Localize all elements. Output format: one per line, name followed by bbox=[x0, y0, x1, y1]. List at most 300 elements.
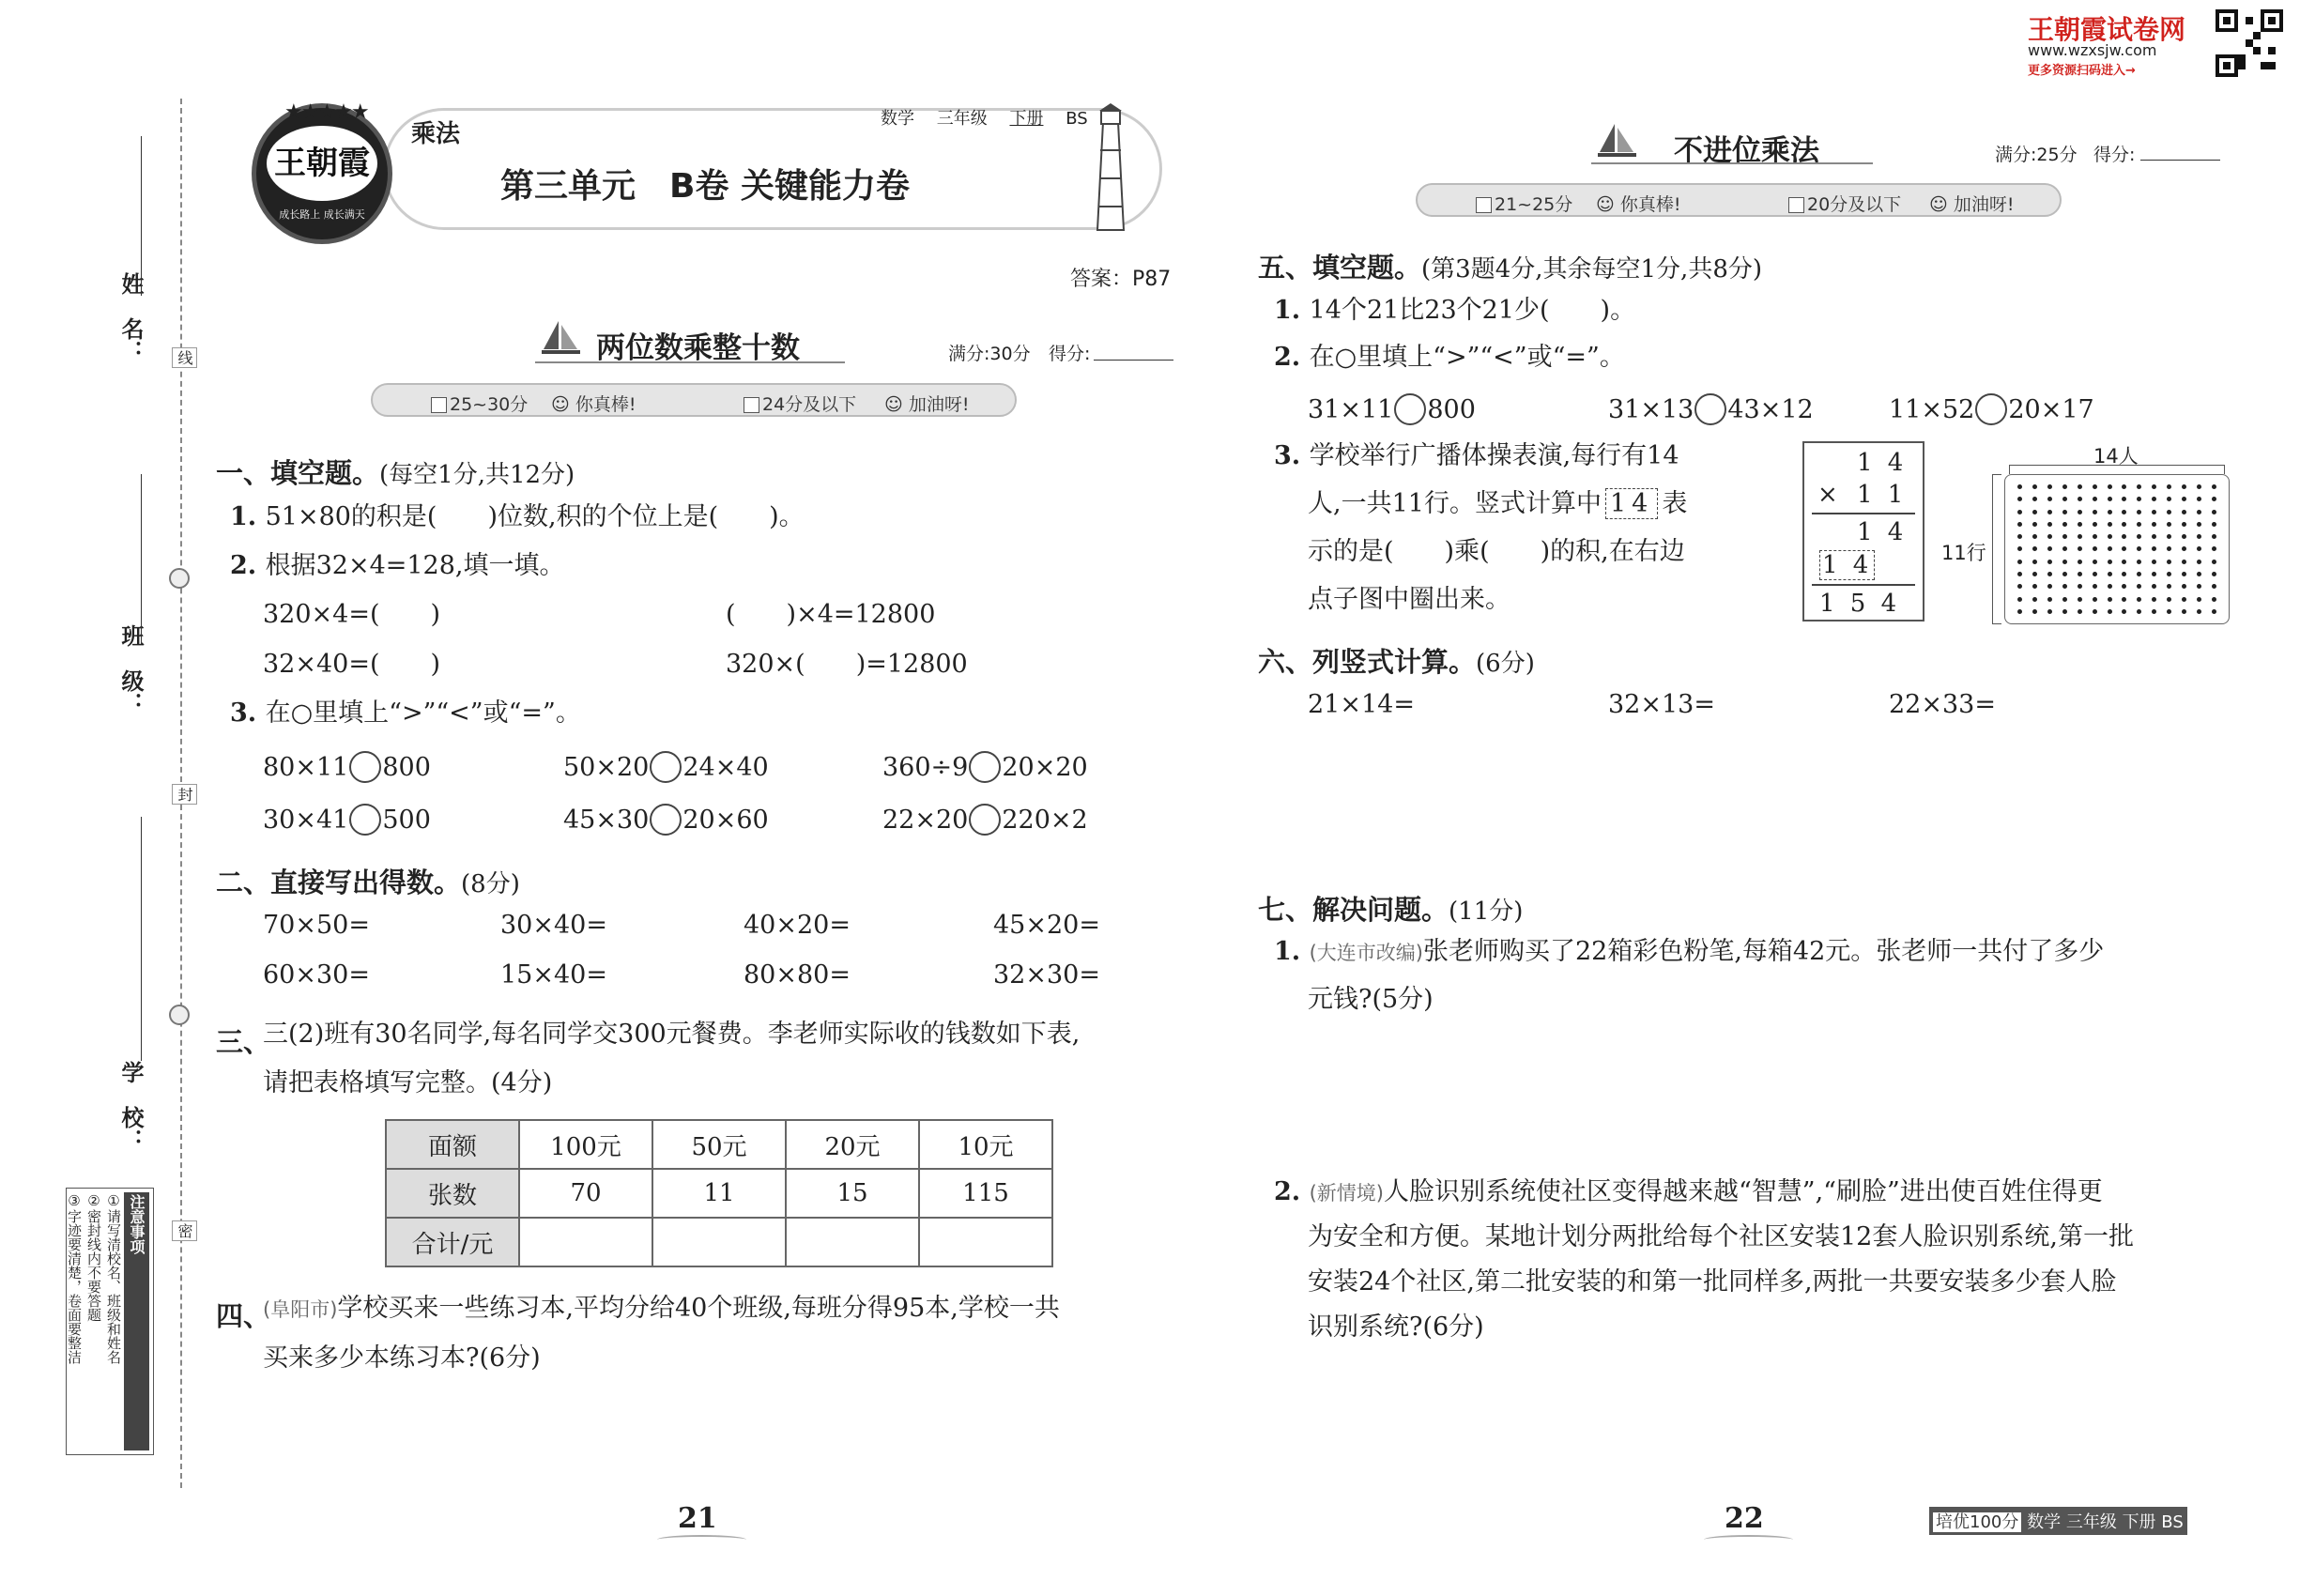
question-7-2: 2. (新情境)人脸识别系统使社区变得越来越“智慧”,“刷脸”进出使百姓住得更 bbox=[1274, 1177, 2103, 1206]
dot[interactable] bbox=[2212, 560, 2216, 564]
dot[interactable] bbox=[2047, 484, 2052, 489]
smiley-icon: ☺ bbox=[884, 394, 903, 415]
notice-title: 注意事项 bbox=[124, 1192, 149, 1450]
dot[interactable] bbox=[2032, 584, 2037, 589]
dot[interactable] bbox=[2182, 572, 2186, 576]
dot[interactable] bbox=[2078, 609, 2082, 614]
full-score: 满分:25分 bbox=[1995, 145, 2078, 165]
dot[interactable] bbox=[2078, 534, 2082, 539]
seal-dot-icon bbox=[169, 568, 190, 589]
question-5-1: 1. 14个21比23个21少( )。 bbox=[1274, 296, 1636, 325]
dot[interactable] bbox=[2017, 510, 2022, 514]
dot[interactable] bbox=[2093, 510, 2097, 514]
tag-grade: 三年级 bbox=[936, 109, 988, 129]
dot[interactable] bbox=[2197, 597, 2201, 602]
compare-circle[interactable] bbox=[969, 751, 1001, 783]
section-3-text: 请把表格填写完整。(4分) bbox=[263, 1068, 553, 1097]
logo-brand: 王朝霞 bbox=[267, 126, 377, 201]
compare-item[interactable]: 31×13 43×12 bbox=[1608, 395, 1814, 424]
dot[interactable] bbox=[2047, 560, 2052, 564]
subtitle-underline bbox=[1591, 162, 1873, 164]
page-number-22: 22 bbox=[1725, 1502, 1764, 1535]
site-name: 王朝霞试卷网 bbox=[2028, 14, 2186, 45]
dot[interactable] bbox=[2152, 597, 2156, 602]
smiley-icon: ☺ bbox=[551, 394, 570, 415]
binding-margin bbox=[0, 0, 193, 1596]
dot[interactable] bbox=[2137, 560, 2141, 564]
question-5-3-line: 人,一共11行。竖式计算中 14 表 bbox=[1308, 489, 1688, 518]
compare-circle[interactable] bbox=[650, 804, 682, 836]
dot[interactable] bbox=[2212, 609, 2216, 614]
dot[interactable] bbox=[2078, 572, 2082, 576]
calc-item[interactable]: 32×13= bbox=[1608, 690, 1715, 719]
answer-cell[interactable] bbox=[786, 1218, 919, 1266]
dot[interactable] bbox=[2167, 584, 2171, 589]
dot[interactable] bbox=[2197, 534, 2201, 539]
question-7-1-line: 元钱?(5分) bbox=[1308, 985, 1434, 1014]
question-5-3-line: 点子图中圈出来。 bbox=[1308, 585, 1510, 614]
dot[interactable] bbox=[2212, 546, 2216, 551]
dot[interactable] bbox=[2122, 572, 2126, 576]
header-banner bbox=[242, 100, 1181, 235]
dot[interactable] bbox=[2212, 572, 2216, 576]
dot[interactable] bbox=[2032, 484, 2037, 489]
page-number-21: 21 bbox=[678, 1502, 717, 1535]
dot[interactable] bbox=[2017, 560, 2022, 564]
dot[interactable] bbox=[2167, 597, 2171, 602]
logo-badge-icon: ★★★★★ 王朝霞 成长路上 成长满天 bbox=[252, 103, 392, 244]
dot[interactable] bbox=[2182, 497, 2186, 501]
dot[interactable] bbox=[2137, 510, 2141, 514]
dot[interactable] bbox=[2152, 584, 2156, 589]
class-underline[interactable] bbox=[141, 474, 142, 643]
tag-volume: 下册 bbox=[1009, 109, 1044, 129]
dot[interactable] bbox=[2122, 534, 2126, 539]
dot[interactable] bbox=[2197, 572, 2201, 576]
lighthouse-icon bbox=[1082, 103, 1139, 235]
dot[interactable] bbox=[2182, 609, 2186, 614]
dot[interactable] bbox=[2017, 534, 2022, 539]
dot[interactable] bbox=[2122, 522, 2126, 527]
calc-item[interactable]: 70×50= bbox=[263, 911, 370, 940]
notice-box bbox=[66, 1188, 154, 1455]
dot[interactable] bbox=[2062, 522, 2067, 527]
dot[interactable] bbox=[2032, 546, 2037, 551]
dot[interactable] bbox=[2197, 522, 2201, 527]
dot[interactable] bbox=[2017, 584, 2022, 589]
fill-item[interactable]: 32×40=( ) bbox=[263, 650, 441, 679]
dot[interactable] bbox=[2047, 597, 2052, 602]
dot[interactable] bbox=[2032, 534, 2037, 539]
dot[interactable] bbox=[2182, 534, 2186, 539]
dot[interactable] bbox=[2047, 546, 2052, 551]
dot[interactable] bbox=[2152, 484, 2156, 489]
dot[interactable] bbox=[2047, 497, 2052, 501]
dot[interactable] bbox=[2182, 584, 2186, 589]
dot[interactable] bbox=[2122, 609, 2126, 614]
calc-item[interactable]: 60×30= bbox=[263, 960, 370, 990]
dot[interactable] bbox=[2047, 510, 2052, 514]
question-7-2-line: 为安全和方便。某地计划分两批给每个社区安装12套人脸识别系统,第一批 bbox=[1308, 1222, 2134, 1251]
money-table bbox=[385, 1119, 1053, 1267]
dot[interactable] bbox=[2212, 497, 2216, 501]
dot[interactable] bbox=[2182, 597, 2186, 602]
site-tagline: 更多资源扫码进入→ bbox=[2028, 64, 2136, 78]
calc-item[interactable]: 45×20= bbox=[993, 911, 1100, 940]
dot[interactable] bbox=[2137, 522, 2141, 527]
compare-circle[interactable] bbox=[1694, 393, 1726, 425]
sailboat-icon bbox=[1596, 122, 1638, 160]
compare-item[interactable]: 31×11 800 bbox=[1308, 395, 1476, 424]
dot[interactable] bbox=[2137, 497, 2141, 501]
section-5-title: 五、填空题。(第3题4分,其余每空1分,共8分) bbox=[1258, 252, 1763, 284]
rating-range: 21~25分 bbox=[1495, 194, 1573, 215]
smiley-icon: ☺ bbox=[1929, 194, 1948, 215]
page-title: 第三单元 B卷 关键能力卷 bbox=[500, 167, 910, 206]
dot[interactable] bbox=[2167, 534, 2171, 539]
school-label: 学 校： bbox=[117, 1061, 144, 1151]
dot[interactable] bbox=[2212, 510, 2216, 514]
dot[interactable] bbox=[2108, 497, 2112, 501]
compare-item[interactable]: 22×20 220×2 bbox=[882, 806, 1088, 835]
dot[interactable] bbox=[2017, 597, 2022, 602]
dot[interactable] bbox=[2108, 534, 2112, 539]
dot[interactable] bbox=[2078, 522, 2082, 527]
tag-subject: 数学 bbox=[881, 109, 914, 129]
dot[interactable] bbox=[2062, 497, 2067, 501]
dot[interactable] bbox=[2212, 597, 2216, 602]
topic-label: 乘法 bbox=[411, 120, 461, 148]
dot[interactable] bbox=[2093, 609, 2097, 614]
dot[interactable] bbox=[2108, 560, 2112, 564]
section-subtitle: 两位数乘整十数 bbox=[596, 331, 800, 365]
dot[interactable] bbox=[2078, 584, 2082, 589]
page-swoosh bbox=[1704, 1535, 1793, 1544]
dots-top-bracket bbox=[2009, 465, 2225, 474]
answer-cell[interactable] bbox=[519, 1218, 652, 1266]
score-input[interactable] bbox=[2140, 160, 2220, 161]
dot[interactable] bbox=[2017, 484, 2022, 489]
dot[interactable] bbox=[2062, 609, 2067, 614]
dot[interactable] bbox=[2122, 597, 2126, 602]
highlight-box: 14 bbox=[1605, 488, 1658, 519]
name-label: 姓 名： bbox=[117, 272, 144, 362]
dot[interactable] bbox=[2047, 522, 2052, 527]
dot[interactable] bbox=[2017, 522, 2022, 527]
dot[interactable] bbox=[2017, 546, 2022, 551]
dot[interactable] bbox=[2122, 510, 2126, 514]
seal-mark-secret: 密 bbox=[172, 1220, 197, 1241]
calc-item[interactable]: 21×14= bbox=[1308, 690, 1415, 719]
dot[interactable] bbox=[2093, 546, 2097, 551]
dot[interactable] bbox=[2197, 510, 2201, 514]
dot[interactable] bbox=[2093, 560, 2097, 564]
dot[interactable] bbox=[2137, 609, 2141, 614]
dot[interactable] bbox=[2152, 510, 2156, 514]
dot[interactable] bbox=[2078, 597, 2082, 602]
section-3-text: 三(2)班有30名同学,每名同学交300元餐费。李老师实际收的钱数如下表, bbox=[263, 1020, 1081, 1049]
rating-range: 24分及以下 bbox=[762, 394, 857, 415]
class-label: 班 级： bbox=[117, 624, 144, 714]
section-4-text: 买来多少本练习本?(6分) bbox=[263, 1343, 541, 1373]
dot[interactable] bbox=[2017, 497, 2022, 501]
dot[interactable] bbox=[2197, 609, 2201, 614]
dot[interactable] bbox=[2032, 510, 2037, 514]
rating-checkbox[interactable] bbox=[1788, 197, 1804, 213]
compare-item[interactable]: 45×30 20×60 bbox=[563, 806, 769, 835]
calc-row: 1 1 bbox=[1857, 481, 1908, 509]
dot[interactable] bbox=[2137, 534, 2141, 539]
rating-checkbox[interactable] bbox=[1476, 197, 1492, 213]
dot[interactable] bbox=[2093, 597, 2097, 602]
school-underline[interactable] bbox=[141, 817, 142, 1061]
fill-item[interactable]: ( )×4=12800 bbox=[726, 600, 936, 629]
seal-mark-line: 线 bbox=[172, 347, 197, 368]
dot[interactable] bbox=[2078, 546, 2082, 551]
compare-item[interactable]: 50×20 24×40 bbox=[563, 753, 769, 782]
dot[interactable] bbox=[2032, 560, 2037, 564]
fill-item[interactable]: 320×( )=12800 bbox=[726, 650, 968, 679]
dot[interactable] bbox=[2152, 534, 2156, 539]
compare-circle[interactable] bbox=[349, 804, 381, 836]
dot[interactable] bbox=[2108, 584, 2112, 589]
question-5-3: 3. 学校举行广播体操表演,每行有14 bbox=[1274, 441, 1679, 470]
calc-row: 1 4 bbox=[1857, 449, 1908, 477]
dot[interactable] bbox=[2197, 584, 2201, 589]
score-rating-bar bbox=[1416, 183, 2062, 217]
dot[interactable] bbox=[2167, 560, 2171, 564]
dot[interactable] bbox=[2137, 597, 2141, 602]
rating-cheer: 加油呀! bbox=[908, 394, 970, 415]
section-1-title: 一、填空题。(每空1分,共12分) bbox=[216, 457, 575, 489]
dot[interactable] bbox=[2167, 510, 2171, 514]
section-6-title: 六、列竖式计算。(6分) bbox=[1258, 646, 1535, 678]
answer-cell[interactable] bbox=[919, 1218, 1052, 1266]
calc-row: 1 4 bbox=[1857, 518, 1908, 546]
calc-item[interactable]: 15×40= bbox=[500, 960, 607, 990]
dot[interactable] bbox=[2197, 546, 2201, 551]
question-7-1: 1. (大连市改编)张老师购买了22箱彩色粉笔,每箱42元。张老师一共付了多少 bbox=[1274, 937, 2105, 966]
fill-item[interactable]: 320×4=( ) bbox=[263, 600, 441, 629]
dot[interactable] bbox=[2047, 584, 2052, 589]
sailboat-icon bbox=[540, 319, 582, 357]
dot[interactable] bbox=[2108, 510, 2112, 514]
dot[interactable] bbox=[2047, 572, 2052, 576]
dot[interactable] bbox=[2047, 534, 2052, 539]
name-underline[interactable] bbox=[141, 136, 142, 296]
calc-row: 1 5 4 bbox=[1819, 590, 1901, 618]
dot[interactable] bbox=[2137, 484, 2141, 489]
dot[interactable] bbox=[2212, 584, 2216, 589]
dot[interactable] bbox=[2078, 510, 2082, 514]
dot[interactable] bbox=[2093, 572, 2097, 576]
dot[interactable] bbox=[2032, 609, 2037, 614]
dot[interactable] bbox=[2093, 484, 2097, 489]
dot[interactable] bbox=[2108, 522, 2112, 527]
dot[interactable] bbox=[2108, 597, 2112, 602]
dot[interactable] bbox=[2137, 546, 2141, 551]
question-1-3: 3. 在○里填上“>”“<”或“=”。 bbox=[230, 698, 581, 728]
compare-item[interactable]: 360÷9 20×20 bbox=[882, 753, 1088, 782]
dot[interactable] bbox=[2093, 522, 2097, 527]
dot[interactable] bbox=[2078, 560, 2082, 564]
question-1-2: 2. 根据32×4=128,填一填。 bbox=[230, 551, 565, 580]
dot[interactable] bbox=[2152, 572, 2156, 576]
dot[interactable] bbox=[2182, 560, 2186, 564]
site-url[interactable]: www.wzxsjw.com bbox=[2028, 41, 2157, 59]
dot[interactable] bbox=[2167, 546, 2171, 551]
dot[interactable] bbox=[2093, 534, 2097, 539]
dot[interactable] bbox=[2078, 484, 2082, 489]
dot[interactable] bbox=[2152, 522, 2156, 527]
dot[interactable] bbox=[2062, 572, 2067, 576]
dot[interactable] bbox=[2062, 560, 2067, 564]
compare-circle[interactable] bbox=[650, 751, 682, 783]
dot[interactable] bbox=[2062, 597, 2067, 602]
compare-item[interactable]: 30×41 500 bbox=[263, 806, 431, 835]
dot[interactable] bbox=[2167, 484, 2171, 489]
question-5-3-line: 示的是( )乘( )的积,在右边 bbox=[1308, 537, 1685, 566]
section-2-title: 二、直接写出得数。(8分) bbox=[216, 867, 520, 898]
dot[interactable] bbox=[2062, 534, 2067, 539]
rating-checkbox[interactable] bbox=[744, 397, 759, 413]
dot[interactable] bbox=[2017, 609, 2022, 614]
answer-cell[interactable] bbox=[652, 1218, 786, 1266]
dot[interactable] bbox=[2152, 609, 2156, 614]
rating-praise: 你真棒! bbox=[1619, 194, 1681, 215]
dot[interactable] bbox=[2152, 497, 2156, 501]
section-subtitle: 不进位乘法 bbox=[1674, 134, 1819, 168]
table-row: 张数 70 11 15 115 bbox=[386, 1169, 1052, 1218]
calc-item[interactable]: 32×30= bbox=[993, 960, 1100, 990]
notice-item: ②密封线内不要答题 bbox=[85, 1192, 102, 1322]
compare-circle[interactable] bbox=[969, 804, 1001, 836]
dot[interactable] bbox=[2152, 560, 2156, 564]
page-swoosh bbox=[657, 1535, 746, 1544]
full-score: 满分:30分 bbox=[948, 344, 1031, 364]
dot[interactable] bbox=[2167, 572, 2171, 576]
footer-tag: 培优100分 数学 三年级 下册 BS bbox=[1929, 1507, 2187, 1535]
score-label: 得分: bbox=[2093, 145, 2136, 165]
rating-checkbox[interactable] bbox=[431, 397, 447, 413]
dot[interactable] bbox=[2167, 497, 2171, 501]
answer-ref: 答案：P87 bbox=[1070, 268, 1172, 291]
dots-side-bracket bbox=[1992, 474, 2001, 624]
dot[interactable] bbox=[2032, 597, 2037, 602]
dot[interactable] bbox=[2047, 609, 2052, 614]
calc-item[interactable]: 80×80= bbox=[744, 960, 851, 990]
question-7-2-line: 识别系统?(6分) bbox=[1308, 1312, 1484, 1342]
dot[interactable] bbox=[2062, 510, 2067, 514]
dot[interactable] bbox=[2197, 497, 2201, 501]
dot[interactable] bbox=[2197, 560, 2201, 564]
subject-tags bbox=[881, 105, 1088, 130]
dot[interactable] bbox=[2032, 497, 2037, 501]
score-rating-bar bbox=[371, 383, 1017, 417]
dot[interactable] bbox=[2182, 510, 2186, 514]
vertical-calc-box bbox=[1802, 441, 1924, 622]
dot[interactable] bbox=[2137, 584, 2141, 589]
smiley-icon: ☺ bbox=[1596, 194, 1615, 215]
dot[interactable] bbox=[2032, 572, 2037, 576]
dot[interactable] bbox=[2212, 534, 2216, 539]
question-1-1: 1. 51×80的积是( )位数,积的个位上是( )。 bbox=[230, 502, 805, 531]
section-4-title: 四、 bbox=[216, 1300, 271, 1332]
calc-item[interactable]: 40×20= bbox=[744, 911, 851, 940]
dot[interactable] bbox=[2212, 522, 2216, 527]
calc-op: × bbox=[1817, 481, 1838, 509]
rating-range: 25~30分 bbox=[450, 394, 529, 415]
dots-side-label: 11行 bbox=[1941, 542, 1986, 564]
notice-item: ①请写清校名、班级和姓名 bbox=[105, 1192, 122, 1364]
section-3-title: 三、 bbox=[216, 1026, 271, 1058]
dot[interactable] bbox=[2093, 497, 2097, 501]
dot[interactable] bbox=[2062, 484, 2067, 489]
calc-item[interactable]: 30×40= bbox=[500, 911, 607, 940]
rating-range: 20分及以下 bbox=[1807, 194, 1902, 215]
dot[interactable] bbox=[2108, 572, 2112, 576]
seal-mark-seal: 封 bbox=[172, 784, 197, 805]
compare-circle[interactable] bbox=[1975, 393, 2007, 425]
dot[interactable] bbox=[2122, 484, 2126, 489]
calc-item[interactable]: 22×33= bbox=[1889, 690, 1996, 719]
dot[interactable] bbox=[2017, 572, 2022, 576]
section-4-text: (阜阳市)学校买来一些练习本,平均分给40个班级,每班分得95本,学校一共 bbox=[263, 1294, 1060, 1323]
dot-array[interactable] bbox=[2004, 474, 2230, 624]
dot[interactable] bbox=[2212, 484, 2216, 489]
compare-item[interactable]: 80×11 800 bbox=[263, 753, 431, 782]
dot[interactable] bbox=[2062, 546, 2067, 551]
dot[interactable] bbox=[2122, 560, 2126, 564]
rating-cheer: 加油呀! bbox=[1953, 194, 2015, 215]
dot[interactable] bbox=[2093, 584, 2097, 589]
score-input[interactable] bbox=[1094, 360, 1173, 361]
dot[interactable] bbox=[2167, 522, 2171, 527]
dot[interactable] bbox=[2197, 484, 2201, 489]
question-5-2: 2. 在○里填上“>”“<”或“=”。 bbox=[1274, 343, 1625, 372]
qr-code-icon[interactable] bbox=[2216, 9, 2283, 77]
table-row: 面额 100元 50元 20元 10元 bbox=[386, 1120, 1052, 1169]
compare-circle[interactable] bbox=[1394, 393, 1426, 425]
dot[interactable] bbox=[2108, 609, 2112, 614]
dot[interactable] bbox=[2108, 484, 2112, 489]
dot[interactable] bbox=[2182, 484, 2186, 489]
compare-item[interactable]: 11×52 20×17 bbox=[1889, 395, 2094, 424]
tag-edition: BS bbox=[1066, 109, 1088, 129]
table-row: 合计/元 bbox=[386, 1218, 1052, 1266]
section-7-title: 七、解决问题。(11分) bbox=[1258, 894, 1524, 926]
dot[interactable] bbox=[2167, 609, 2171, 614]
dot[interactable] bbox=[2122, 584, 2126, 589]
notice-item: ③字迹要清楚，卷面要整洁 bbox=[66, 1192, 83, 1364]
subtitle-underline bbox=[535, 361, 845, 363]
dot[interactable] bbox=[2078, 497, 2082, 501]
dot[interactable] bbox=[2152, 546, 2156, 551]
dot[interactable] bbox=[2182, 546, 2186, 551]
dot[interactable] bbox=[2062, 584, 2067, 589]
seal-dot-icon bbox=[169, 1005, 190, 1025]
dot[interactable] bbox=[2122, 497, 2126, 501]
dot[interactable] bbox=[2032, 522, 2037, 527]
dot[interactable] bbox=[2108, 546, 2112, 551]
dot[interactable] bbox=[2137, 572, 2141, 576]
rating-praise: 你真棒! bbox=[575, 394, 636, 415]
compare-circle[interactable] bbox=[349, 751, 381, 783]
dots-top-label: 14人 bbox=[2093, 445, 2139, 468]
dot[interactable] bbox=[2182, 522, 2186, 527]
dot[interactable] bbox=[2122, 546, 2126, 551]
calc-row: 1 4 bbox=[1819, 550, 1875, 580]
